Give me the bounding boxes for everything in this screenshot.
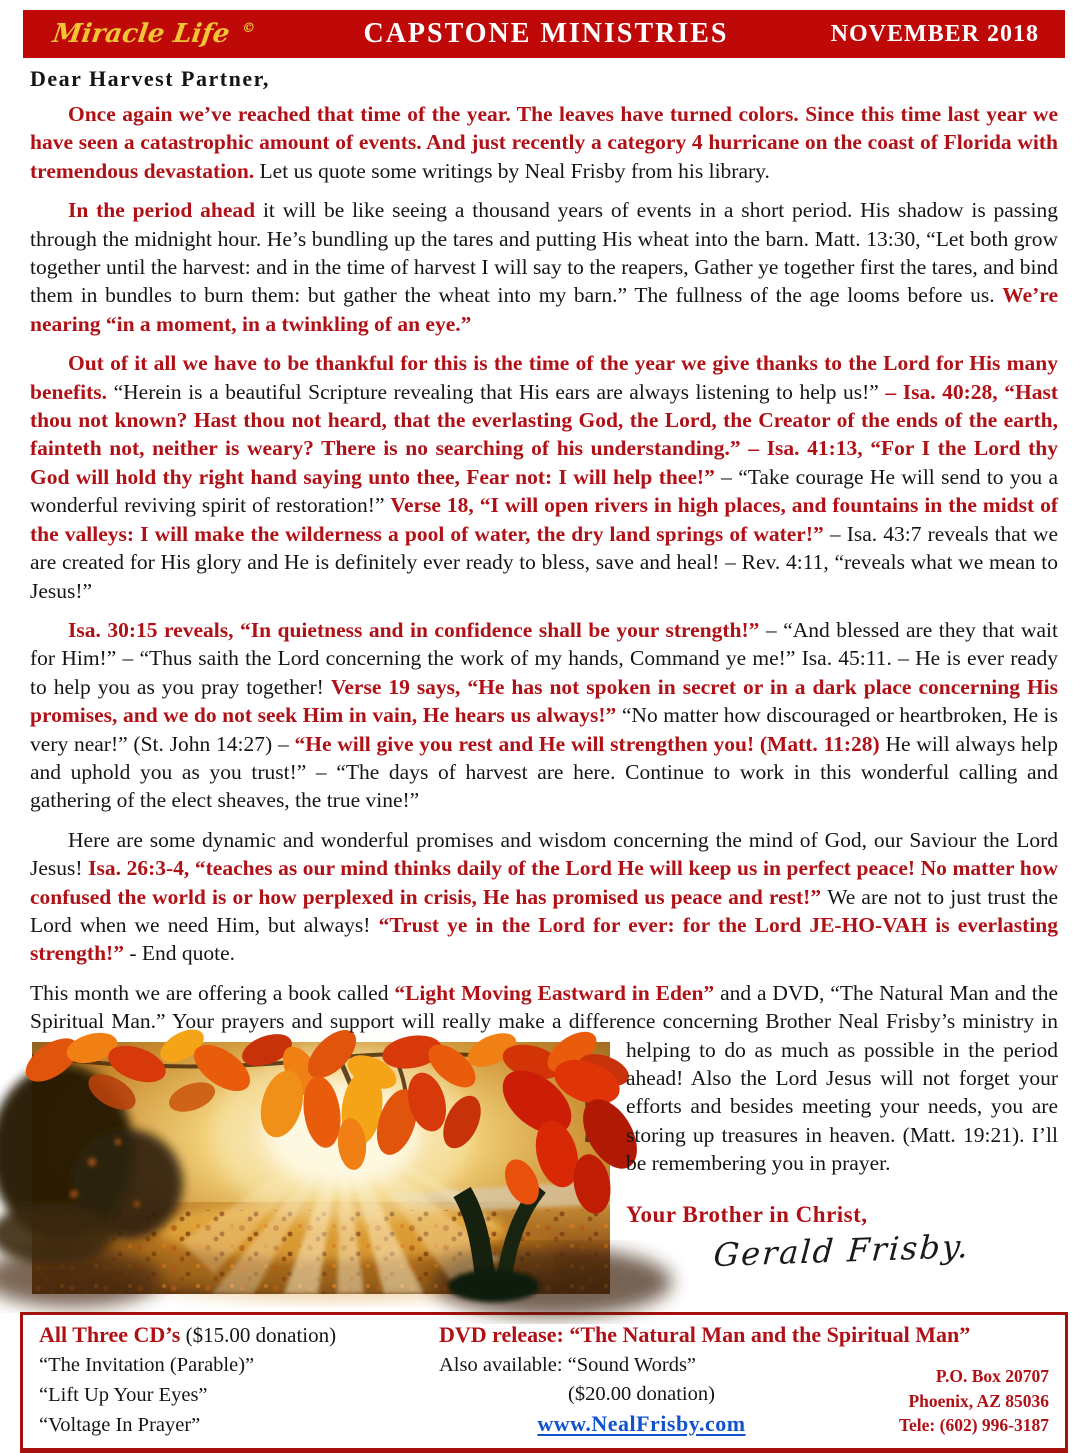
cd-offer-title: All Three CD’s	[39, 1321, 181, 1347]
offer-footer	[20, 1312, 1068, 1453]
city-state-zip: Phoenix, AZ 85036	[908, 1390, 1049, 1411]
paragraph-1	[30, 100, 1058, 185]
text-run: – “And blessed are they that wait for Him!” – “Thus saith the Lord concerning the work of my hands, Command ye me!” Isa. 45:11. – He is ever ready to help you as you pray together!	[30, 617, 1058, 699]
telephone: Tele: (602) 996-3187	[898, 1415, 1049, 1436]
also-available-line: Also available: “Sound Words”	[439, 1353, 697, 1376]
text-run: “Trust ye in the Lord for ever: for the Lord JE-HO-VAH is everlasting strength!”	[30, 912, 1059, 966]
cd-item: “The Invitation (Parable)”	[39, 1353, 255, 1376]
closing-line: Your Brother in Christ,	[626, 1201, 868, 1227]
logo-text: Miracle Life	[50, 19, 232, 49]
issue-date: NOVEMBER 2018	[830, 20, 1039, 47]
text-run: it will be like seeing a thousand years of events in a short period. His shadow is passing through the midnight hour. He’s bundling up the tares and putting His wheat into the barn. Matt. 13:30, “Let both grow together until the harvest: and in the time of harvest I will say to the reapers, Gather ye together first the tares, and bind them in bundles to burn them: but gather the wheat into my barn.” The fullness of the age looms before us.	[30, 198, 1058, 308]
website-line	[439, 1411, 884, 1437]
text-run: Out of it all we have to be thankful for this is the time of the year we give thanks to the Lord for His many benefits.	[30, 351, 1058, 404]
text-run: We’re nearing “in a moment, in a twinkling of an eye.”	[30, 283, 1058, 336]
text-run: Once again we’ve reached that time of the year. The leaves have turned colors. Since this time last year we have seen a catastrophic amount of events. And just recently a category 4 hurricane on the coast of Florida with tremendous devastation.	[30, 102, 1058, 183]
text-run: “He will give you rest and He will strengthen you! (Matt. 11:28)	[294, 731, 886, 756]
text-run: Isa. 30:15 reveals, “In quietness and in confidence shall be your strength!”	[68, 617, 766, 642]
text-run: Here are some dynamic and wonderful promises and wisdom concerning the mind of God, our Saviour the Lord Jesus!	[30, 827, 1058, 881]
header-banner	[23, 10, 1065, 58]
cd-offer-column	[39, 1322, 439, 1440]
text-run: – Isa. 40:28, “Hast thou not known? Hast thou not heard, that the everlasting God, the Lord, the Creator of the ends of the earth, fainteth not, neither is weary? There is no searching of his understanding.” – Isa. 41:13, “For I the Lord thy God will hold thy right hand saying unto thee, Fear not: I will help thee!”	[30, 379, 1058, 489]
po-box: P.O. Box 20707	[935, 1366, 1049, 1387]
dvd-donation: ($20.00 donation)	[568, 1382, 715, 1405]
text-run: and a DVD, “The Natural Man and the Spiritual Man.” Your prayers and support will really make a difference concerning Brother Neal	[30, 980, 1058, 1034]
cd-offer-donation: ($15.00 donation)	[180, 1322, 337, 1347]
cd-item: “Voltage In Prayer”	[39, 1413, 201, 1436]
text-run: – “Take courage He will send to you a wonderful reviving spirit of restoration!”	[30, 464, 1058, 518]
text-run: He will always help and uphold you as you trust!” – “The days of harvest are here. Continue to work in this wonderful calling and gathering of the elect sheaves, the true vine!”	[30, 731, 1058, 813]
text-run: Verse 18, “I will open rivers in high places, and fountains in the midst of the valleys: I will make the wilderness a pool of water, the dry land springs of water!”	[30, 493, 1058, 546]
dvd-release-title: DVD release: “The Natural Man and the Spiritual Man”	[439, 1321, 971, 1347]
paragraph-2	[30, 196, 1058, 338]
dvd-offer-column	[439, 1321, 971, 1440]
text-run: Let us quote some writings by Neal Frisby from his library.	[259, 158, 770, 183]
contact-column	[884, 1322, 1049, 1440]
text-run: “Light Moving Eastward in Eden”	[394, 980, 721, 1005]
copyright-mark: ©	[241, 21, 257, 37]
paragraph-4	[30, 616, 1058, 815]
text-run: We are not to just trust the Lord when we need Him, but always!	[30, 884, 1058, 937]
text-run: “Herein is a beautiful Scripture revealing that His ears are always listening to help us!”	[113, 379, 886, 404]
miracle-life-logo	[51, 19, 366, 49]
paragraph-3	[30, 349, 1058, 605]
text-run: This month we are offering a book called	[30, 980, 395, 1005]
signature: Gerald Frisby.	[712, 1226, 972, 1274]
cd-offer-title-line	[39, 1322, 439, 1348]
website-link[interactable]: www.NealFrisby.com	[537, 1410, 746, 1436]
text-run: Verse 19 says, “He has not spoken in secret or in a dark place concerning His promises, and we do not seek Him in vain, He hears us always!”	[30, 674, 1059, 728]
text-run: In the period ahead	[68, 198, 263, 223]
text-run: Frisby’s ministry in helping to do as much as possible in the period ahead! Also the Lord Jesus will not forget your efforts and besides meeting your needs, you are storing up treasures in heaven. (Matt. 19:21). I’ll be remembering you in prayer.	[626, 1009, 1058, 1176]
text-run: – Isa. 43:7 reveals that we are created for His glory and He is definitely ever ready to bless, save and heal! – Rev. 4:11, “reveals what we mean to Jesus!”	[30, 521, 1058, 603]
cd-item: “Lift Up Your Eyes”	[39, 1383, 208, 1406]
salutation: Dear Harvest Partner,	[30, 66, 270, 91]
paragraph-5	[30, 826, 1058, 968]
text-run: Isa. 26:3-4, “teaches as our mind thinks daily of the Lord He will keep us in perfect peace! No matter how confused the world is or how perplexed in crisis, He has promised us peace and rest!”	[30, 856, 1058, 909]
text-run: “No matter how discouraged or heartbroken, He is very near!” (St. John 14:27) –	[30, 703, 1058, 756]
ministry-title: CAPSTONE MINISTRIES	[363, 18, 729, 49]
paragraph-6	[30, 979, 1058, 1178]
text-run: - End quote.	[129, 941, 236, 966]
